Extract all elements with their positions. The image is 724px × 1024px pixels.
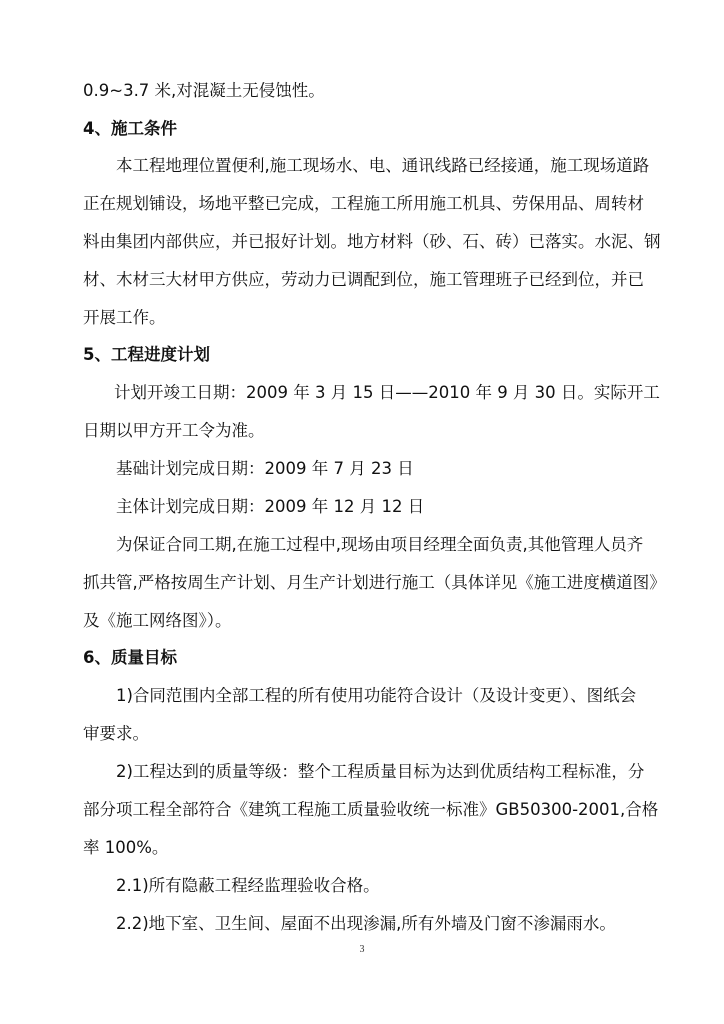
paragraph-line: 日期以甲方开工令为准。	[83, 421, 265, 440]
paragraph-line: 为保证合同工期,在施工过程中,现场由项目经理全面负责,其他管理人员齐	[116, 535, 644, 554]
paragraph-line: 材、木材三大材甲方供应，劳动力已调配到位，施工管理班子已经到位，并已	[83, 270, 644, 289]
page-number: 3	[359, 944, 365, 955]
section-heading: 6、质量目标	[83, 648, 177, 667]
text-line: 0.9~3.7 米,对混凝土无侵蚀性。	[83, 81, 325, 100]
paragraph-line: 2.1)所有隐蔽工程经监理验收合格。	[116, 876, 380, 895]
paragraph-line: 及《施工网络图》）。	[83, 611, 232, 630]
section-heading: 4、施工条件	[83, 119, 177, 138]
paragraph-line: 正在规划铺设，场地平整已完成，工程施工所用施工机具、劳保用品、周转材	[83, 194, 644, 213]
paragraph-line: 1)合同范围内全部工程的所有使用功能符合设计（及设计变更）、图纸会	[116, 686, 637, 705]
paragraph-line: 计划开竣工日期：2009 年 3 月 15 日——2010 年 9 月 30 日。实际开工	[114, 383, 660, 402]
paragraph-line: 基础计划完成日期：2009 年 7 月 23 日	[116, 459, 414, 478]
paragraph-line: 料由集团内部供应，并已报好计划。地方材料（砂、石、砖）已落实。水泥、钢	[83, 232, 661, 251]
paragraph-line: 抓共管,严格按周生产计划、月生产计划进行施工（具体详见《施工进度横道图》	[83, 573, 666, 592]
paragraph-line: 部分项工程全部符合《建筑工程施工质量验收统一标准》GB50300-2001,合格	[83, 800, 659, 819]
paragraph-line: 率 100%。	[83, 838, 169, 857]
paragraph-line: 2.2)地下室、卫生间、屋面不出现渗漏,所有外墙及门窗不渗漏雨水。	[116, 914, 616, 933]
section-heading: 5、工程进度计划	[83, 345, 210, 364]
paragraph-line: 审要求。	[83, 724, 149, 743]
paragraph-line: 2)工程达到的质量等级：整个工程质量目标为达到优质结构工程标准，分	[116, 762, 645, 781]
paragraph-line: 主体计划完成日期：2009 年 12 月 12 日	[116, 497, 425, 516]
paragraph-line: 本工程地理位置便利,施工现场水、电、通讯线路已经接通，施工现场道路	[116, 156, 650, 175]
paragraph-line: 开展工作。	[83, 308, 166, 327]
